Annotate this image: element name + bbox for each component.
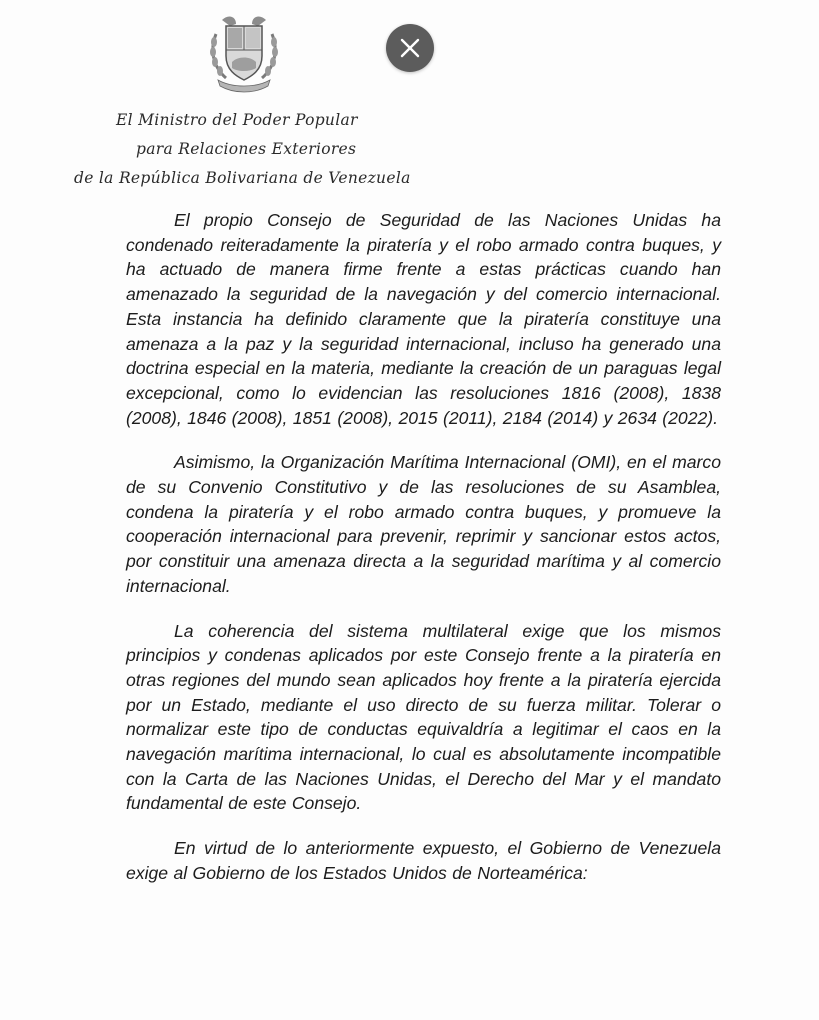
paragraph: Asimismo, la Organización Marítima Internacional (OMI), en el marco de su Convenio Constitutivo y de las resoluciones de su Asamblea, condena la piratería y el robo armado contra buques, y promueve la cooperación internacional para prevenir, reprimir y sancionar estos actos, por constituir una amenaza directa a la seguridad marítima y al comercio internacional.: [126, 452, 721, 596]
paragraph: En virtud de lo anteriormente expuesto, el Gobierno de Venezuela exige al Gobierno de los Estados Unidos de Norteamérica:: [126, 838, 721, 883]
letterhead-line: de la República Bolivariana de Venezuela: [74, 169, 411, 187]
letterhead-line: para Relaciones Exteriores: [136, 140, 357, 158]
close-icon: [399, 37, 421, 59]
coat-of-arms-icon: [206, 12, 282, 94]
paragraph: El propio Consejo de Seguridad de las Naciones Unidas ha condenado reiteradamente la piratería y el robo armado contra buques, y ha actuado de manera firme frente a estas prácticas cuando han amenazado la seguridad de la navegación y del comercio internacional. Esta instancia ha definido claramente que la piratería constituye una amenaza a la paz y la seguridad internacional, incluso ha generado una doctrina especial en la materia, mediante la creación de un paraguas legal excepcional, como lo evidencian las resoluciones 1816 (2008), 1838 (2008), 1846 (2008), 1851 (2008), 2015 (2011), 2184 (2014) y 2634 (2022).: [126, 210, 721, 428]
paragraph: La coherencia del sistema multilateral exige que los mismos principios y condenas aplicados por este Consejo frente a la piratería en otras regiones del mundo sean aplicados hoy frente a la piratería ejercida por un Estado, mediante el uso directo de su fuerza militar. Tolerar o normalizar este tipo de conductas equivaldría a legitimar el caos en la navegación marítima internacional, lo cual es absolutamente incompatible con la Carta de las Naciones Unidas, el Derecho del Mar y el mandato fundamental de este Consejo.: [126, 620, 721, 814]
letterhead: [70, 106, 430, 193]
document-body: [126, 208, 721, 886]
letterhead-line: El Ministro del Poder Popular: [116, 111, 358, 129]
close-button[interactable]: [386, 24, 434, 72]
